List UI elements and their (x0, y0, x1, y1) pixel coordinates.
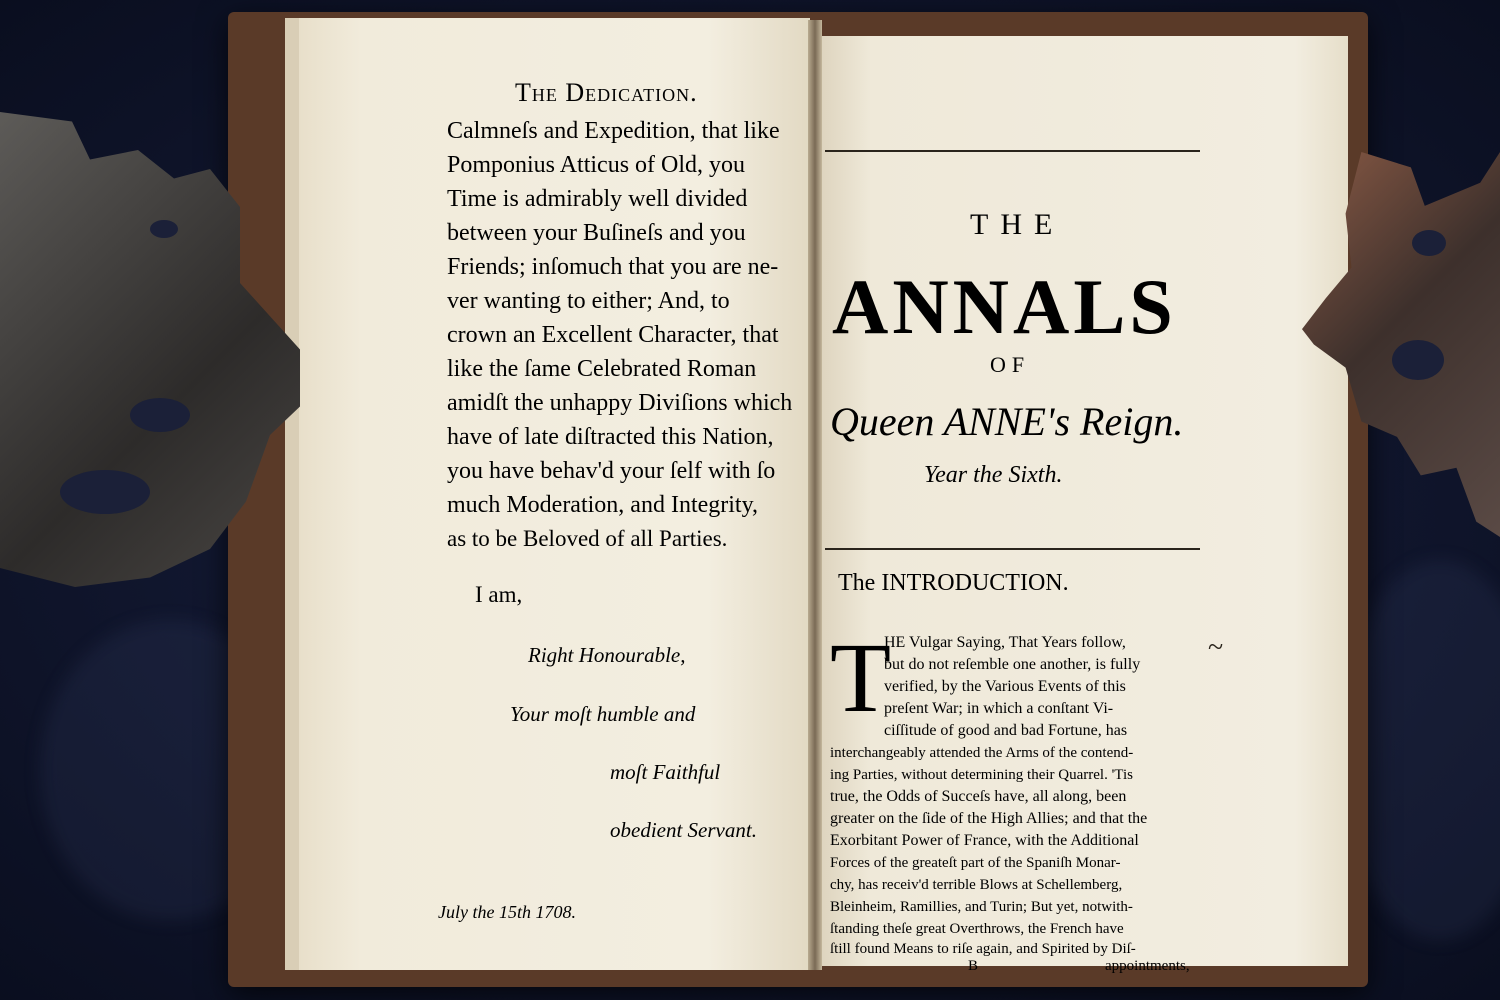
intro-line: chy, has receiv'd terrible Blows at Schellemberg, (830, 877, 1123, 893)
intro-line: true, the Odds of Succeſs have, all along, been (830, 788, 1127, 805)
closing-salutation: Right Honourable, (528, 643, 686, 667)
middle-rule (825, 548, 1200, 550)
intro-line: ciſſitude of good and bad Fortune, has (884, 722, 1128, 739)
title-of: OF (990, 352, 1031, 377)
clip-hole (1392, 340, 1444, 380)
dedication-line: you have behav'd your ſelf with ſo (447, 458, 776, 484)
intro-line: greater on the ſide of the High Allies; and that the (830, 810, 1148, 827)
page-tab-squiggle: ~ (1208, 632, 1224, 663)
intro-line: preſent War; in which a conſtant Vi- (884, 700, 1114, 717)
closing-line: Your moſt humble and (510, 702, 696, 726)
catchword: appointments, (1105, 958, 1190, 974)
intro-line: ſtanding theſe great Overthrows, the French have (830, 921, 1124, 937)
dedication-line: Friends; inſomuch that you are ne- (447, 254, 779, 280)
drop-cap: T (830, 622, 892, 733)
clip-hole (1412, 230, 1446, 256)
signature-mark: B (968, 958, 979, 974)
dedication-line: crown an Excellent Character, that (447, 322, 779, 348)
intro-line: interchangeably attended the Arms of the contend- (830, 745, 1134, 761)
introduction-heading: The INTRODUCTION. (838, 570, 1069, 596)
dedication-line: have of late diſtracted this Nation, (447, 424, 774, 450)
clip-hole (60, 470, 150, 514)
dedication-line: much Moderation, and Integrity, (447, 492, 759, 518)
dedication-line: Pomponius Atticus of Old, you (447, 152, 746, 178)
dedication-line: Time is admirably well divided (447, 186, 748, 212)
top-rule (825, 150, 1200, 152)
closing-i-am: I am, (475, 582, 523, 607)
dedication-line: as to be Beloved of all Parties. (447, 526, 728, 551)
intro-line: but do not reſemble one another, is fully (884, 656, 1141, 673)
closing-line: obedient Servant. (610, 818, 757, 842)
book-gutter (808, 20, 822, 970)
dedication-date: July the 15th 1708. (438, 902, 576, 922)
dedication-line: between your Buſineſs and you (447, 220, 746, 246)
dedication-line: amidſt the unhappy Diviſions which (447, 390, 793, 416)
dedication-line: like the ſame Celebrated Roman (447, 356, 757, 382)
intro-line: ſtill found Means to riſe again, and Spirited by Diſ- (830, 941, 1136, 957)
intro-line: Exorbitant Power of France, with the Additional (830, 832, 1139, 849)
intro-line: Bleinheim, Ramillies, and Turin; But yet, notwith- (830, 899, 1133, 915)
dedication-heading: The Dedication. (515, 78, 698, 107)
intro-line: HE Vulgar Saying, That Years follow, (884, 634, 1126, 651)
title-annals: ANNALS (832, 263, 1177, 350)
intro-line: ing Parties, without determining their Quarrel. 'Tis (830, 767, 1133, 783)
dedication-line: Calmneſs and Expedition, that like (447, 118, 780, 144)
title-the: THE (970, 208, 1065, 241)
dedication-line: ver wanting to either; And, to (447, 288, 730, 314)
title-queen-anne: Queen ANNE's Reign. (830, 399, 1184, 444)
intro-line: verified, by the Various Events of this (884, 678, 1126, 695)
intro-line: Forces of the greateſt part of the Spaniſh Monar- (830, 855, 1121, 871)
title-year: Year the Sixth. (924, 462, 1063, 488)
closing-line: moſt Faithful (610, 760, 721, 784)
clip-hole (150, 220, 178, 238)
clip-hole (130, 398, 190, 432)
